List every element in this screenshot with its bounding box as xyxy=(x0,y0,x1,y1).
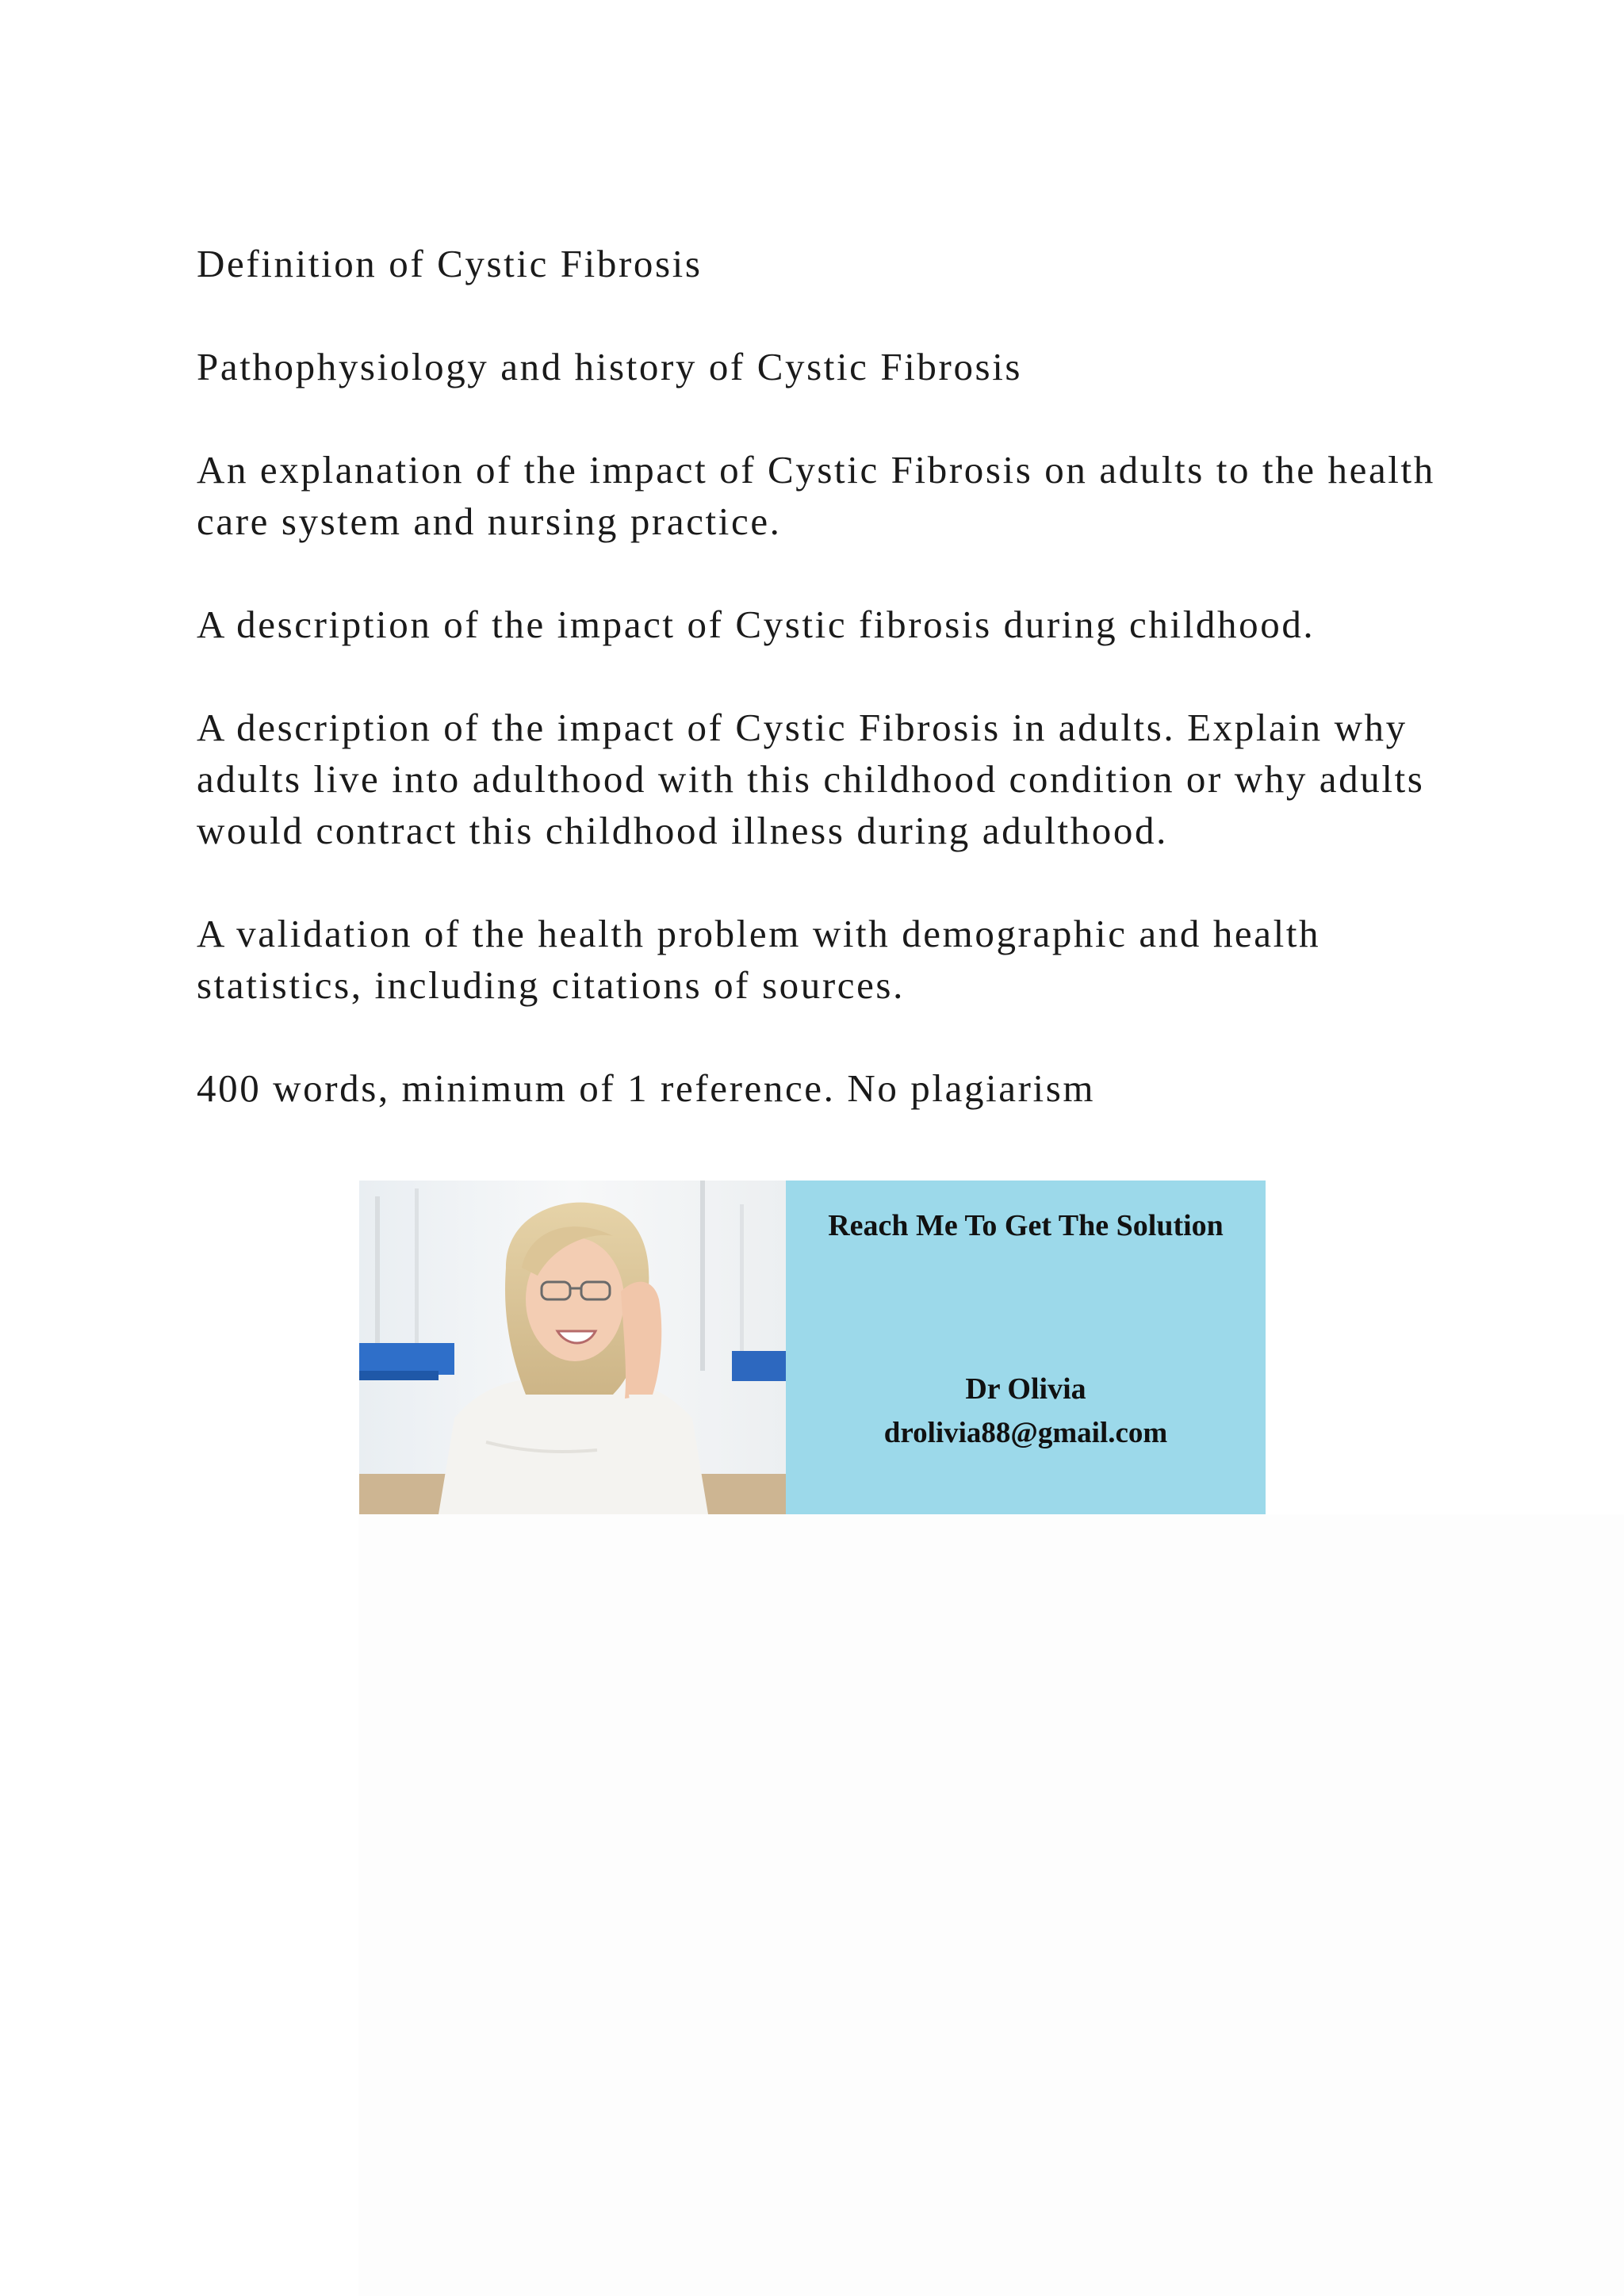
paragraph-childhood-impact: A description of the impact of Cystic fibrosis during childhood. xyxy=(197,603,1316,646)
contact-info-panel xyxy=(786,1181,1266,1514)
contact-email[interactable]: drolivia88@gmail.com xyxy=(883,1417,1168,1449)
banner-headline: Reach Me To Get The Solution xyxy=(828,1209,1224,1242)
paragraph-definition: Definition of Cystic Fibrosis xyxy=(197,242,703,285)
woman-photo xyxy=(359,1181,786,1514)
paragraph-validation: A validation of the health problem with demographic and health statistics, including citations of sources. xyxy=(197,912,1321,1007)
assignment-text xyxy=(197,238,1450,1114)
contact-name: Dr Olivia xyxy=(965,1372,1086,1406)
contact-banner xyxy=(359,1181,1266,1514)
paragraph-pathophysiology: Pathophysiology and history of Cystic Fibrosis xyxy=(197,345,1023,388)
paragraph-requirements: 400 words, minimum of 1 reference. No plagiarism xyxy=(197,1066,1096,1110)
blank-area xyxy=(358,1514,1624,2296)
paragraph-impact-health-system: An explanation of the impact of Cystic Fibrosis on adults to the health care system and nursing practice. xyxy=(197,448,1435,543)
paragraph-adult-impact: A description of the impact of Cystic Fibrosis in adults. Explain why adults live into adulthood with this childhood condition or why adults would contract this childhood illness during adulthood. xyxy=(197,706,1425,852)
